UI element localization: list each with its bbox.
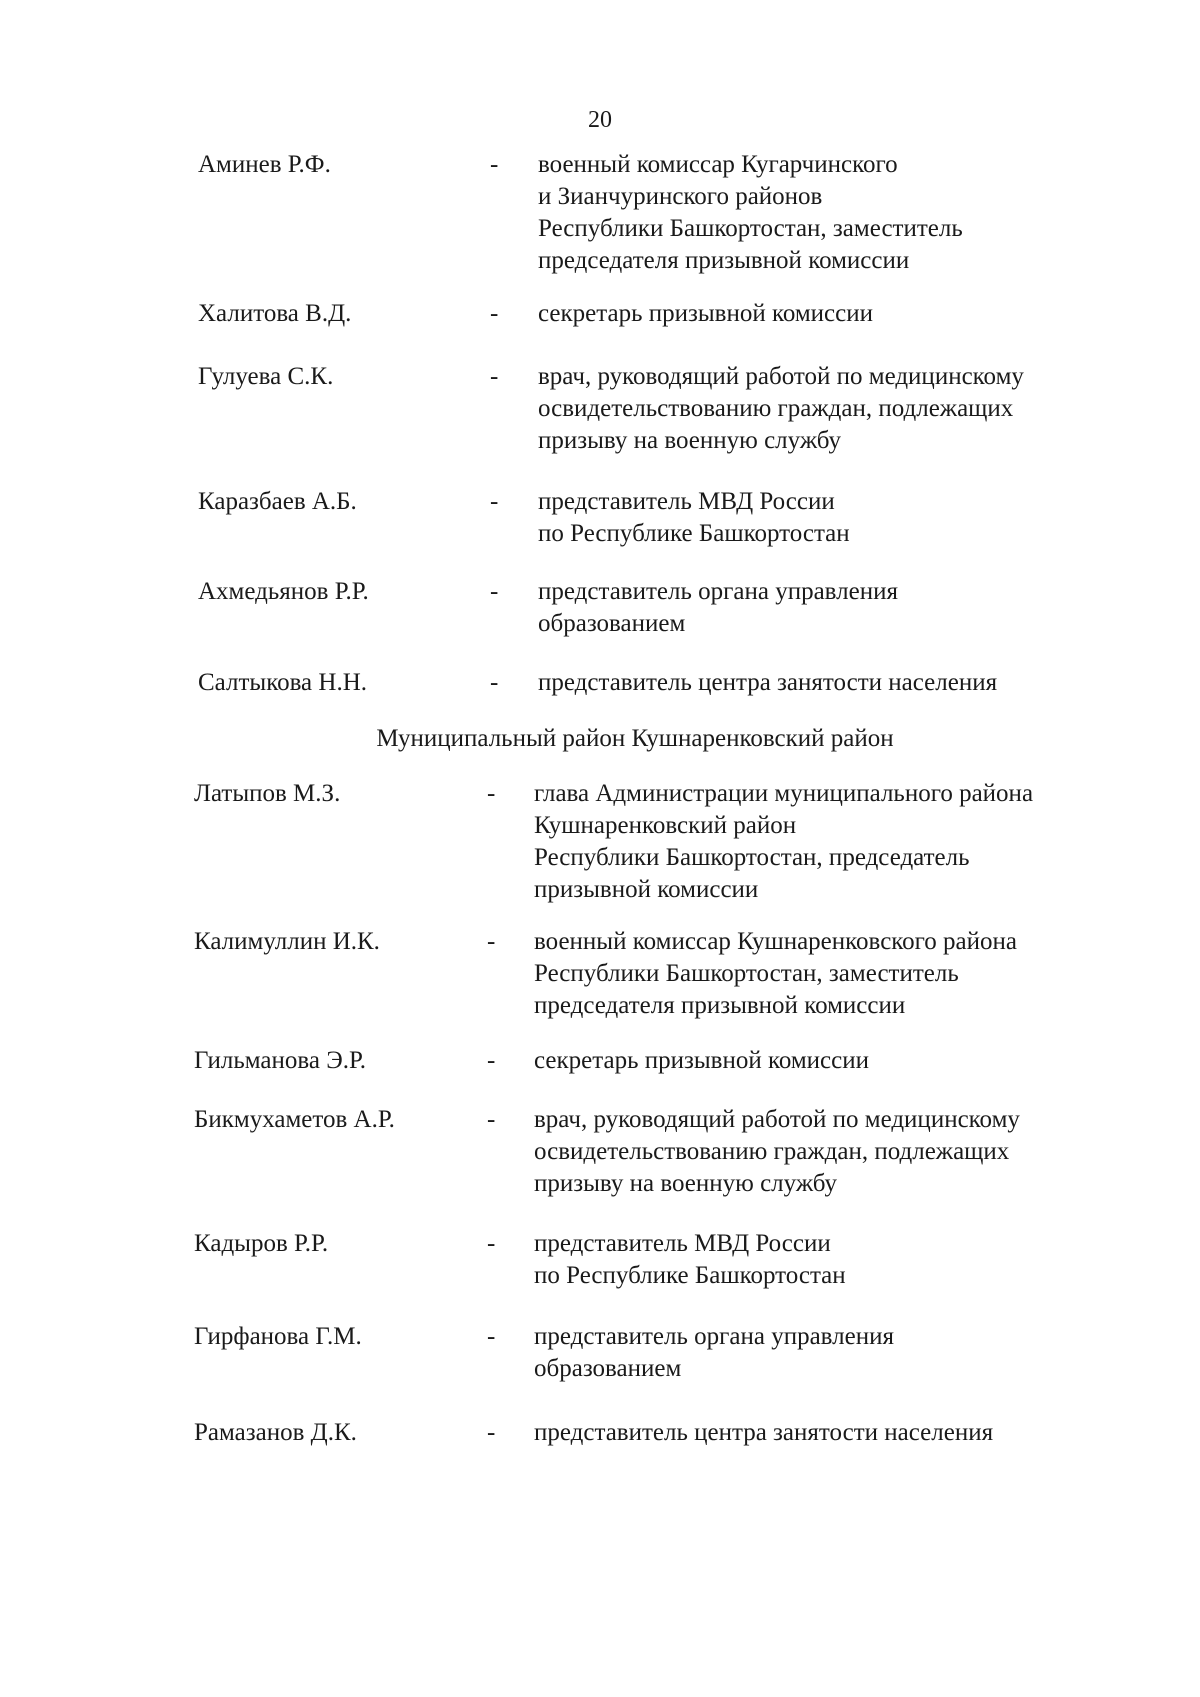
role-line: врач, руководящий работой по медицинскому: [534, 1106, 1020, 1133]
member-dash: -: [487, 1419, 496, 1446]
role-line: глава Администрации муниципального района: [534, 780, 1034, 807]
role-line: представитель МВД России: [534, 1230, 831, 1257]
role-line: освидетельствованию граждан, подлежащих: [534, 1138, 1010, 1165]
member-dash: -: [487, 780, 496, 807]
member-name: Калимуллин И.К.: [194, 928, 380, 955]
member-dash: -: [490, 578, 499, 605]
role-line: военный комиссар Кушнаренковского района: [534, 928, 1017, 955]
role-line: председателя призывной комиссии: [534, 992, 906, 1019]
role-line: по Республике Башкортостан: [534, 1262, 846, 1289]
member-role: [534, 926, 1134, 1022]
member-dash: -: [487, 928, 496, 955]
member-role: [534, 1321, 1134, 1385]
role-line: представитель центра занятости населения: [534, 1419, 994, 1446]
role-line: секретарь призывной комиссии: [538, 300, 874, 327]
member-dash: -: [487, 1047, 496, 1074]
role-line: по Республике Башкортостан: [538, 520, 850, 547]
member-dash: -: [490, 363, 499, 390]
page-number: 20: [588, 107, 612, 133]
member-role: [538, 361, 1138, 457]
role-line: представитель органа управления: [538, 578, 898, 605]
role-line: освидетельствованию граждан, подлежащих: [538, 395, 1014, 422]
member-name: Салтыкова Н.Н.: [198, 669, 367, 696]
member-role: [534, 1104, 1134, 1200]
role-line: председателя призывной комиссии: [538, 247, 910, 274]
role-line: Кушнаренковский район: [534, 812, 797, 839]
member-dash: -: [487, 1230, 496, 1257]
member-name: Гирфанова Г.М.: [194, 1323, 362, 1350]
role-line: Республики Башкортостан, заместитель: [538, 215, 963, 242]
role-line: и Зианчуринского районов: [538, 183, 823, 210]
member-name: Ахмедьянов Р.Р.: [198, 578, 369, 605]
member-name: Рамазанов Д.К.: [194, 1419, 357, 1446]
member-role: [538, 576, 1138, 640]
role-line: призыву на военную службу: [534, 1170, 838, 1197]
member-role: [534, 1228, 1134, 1292]
member-dash: -: [487, 1323, 496, 1350]
member-role: [534, 778, 1134, 906]
role-line: призыву на военную службу: [538, 427, 842, 454]
member-name: Аминев Р.Ф.: [198, 151, 331, 178]
member-dash: -: [490, 151, 499, 178]
member-dash: -: [490, 669, 499, 696]
role-line: представитель МВД России: [538, 488, 835, 515]
member-name: Гулуева С.К.: [198, 363, 334, 390]
role-line: призывной комиссии: [534, 876, 759, 903]
role-line: военный комиссар Кугарчинского: [538, 151, 898, 178]
role-line: образованием: [534, 1355, 682, 1382]
member-role: [538, 486, 1138, 550]
member-role: [534, 1417, 1134, 1449]
role-line: представитель центра занятости населения: [538, 669, 998, 696]
role-line: представитель органа управления: [534, 1323, 894, 1350]
role-line: врач, руководящий работой по медицинскому: [538, 363, 1024, 390]
member-role: [534, 1045, 1134, 1077]
member-role: [538, 667, 1138, 699]
role-line: Республики Башкортостан, председатель: [534, 844, 970, 871]
section-heading: Муниципальный район Кушнаренковский район: [376, 725, 894, 752]
member-dash: -: [490, 488, 499, 515]
role-line: образованием: [538, 610, 686, 637]
member-name: Кадыров Р.Р.: [194, 1230, 329, 1257]
member-name: Халитова В.Д.: [198, 300, 352, 327]
member-dash: -: [490, 300, 499, 327]
member-dash: -: [487, 1106, 496, 1133]
role-line: Республики Башкортостан, заместитель: [534, 960, 959, 987]
member-role: [538, 298, 1138, 330]
member-role: [538, 149, 1138, 277]
member-name: Бикмухаметов А.Р.: [194, 1106, 395, 1133]
member-name: Латыпов М.З.: [194, 780, 341, 807]
member-name: Гильманова Э.Р.: [194, 1047, 366, 1074]
member-name: Каразбаев А.Б.: [198, 488, 357, 515]
role-line: секретарь призывной комиссии: [534, 1047, 870, 1074]
